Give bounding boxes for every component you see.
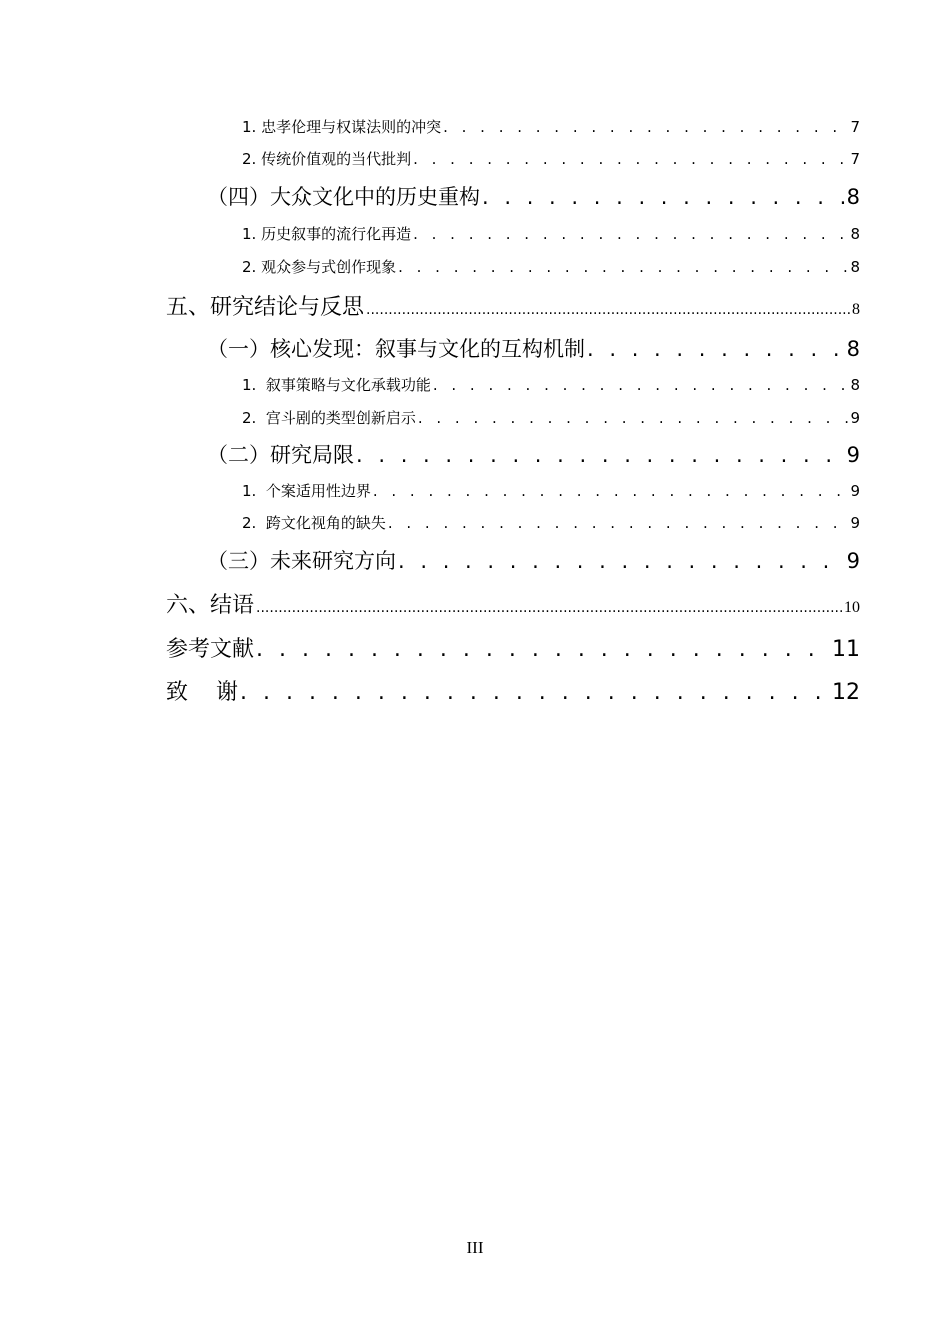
toc-leader-dots — [418, 409, 849, 427]
toc-entry-page: 7 — [850, 150, 860, 168]
toc-entry-title: 参考文献 — [166, 637, 255, 662]
toc-entry[interactable] — [0, 480, 950, 501]
toc-entry-page: 9 — [846, 549, 860, 573]
toc-entry-title: （四）大众文化中的历史重构 — [207, 185, 480, 209]
toc-entry[interactable] — [0, 588, 950, 619]
page-number-footer: III — [466, 1238, 484, 1257]
toc-entry-page: 8 — [850, 258, 860, 276]
toc-entry[interactable] — [0, 223, 950, 244]
toc-entry-title: 致 谢 — [166, 680, 238, 705]
toc-entry-page: 9 — [846, 443, 860, 467]
toc-entry-page: 8 — [850, 225, 860, 243]
toc-leader-dots — [240, 680, 830, 705]
toc-leader-dots — [413, 150, 848, 168]
toc-entry-title: 1. 个案适用性边界 — [242, 482, 371, 500]
toc-entry-title: 2. 宫斗剧的类型创新启示 — [242, 409, 416, 427]
toc-entry-title: 六、结语 — [166, 593, 255, 618]
toc-entry-page: 8 — [852, 301, 860, 318]
toc-entry-page: 8 — [846, 185, 860, 209]
toc-entry-page: 11 — [832, 637, 860, 662]
toc-entry[interactable] — [0, 512, 950, 533]
toc-entry-title: 1. 历史叙事的流行化再造 — [242, 225, 412, 243]
toc-leader-dots — [373, 482, 849, 500]
toc-entry-page: 8 — [850, 376, 860, 394]
toc-entry-page: 9 — [850, 514, 860, 532]
toc-entry-title: 五、研究结论与反思 — [166, 295, 365, 320]
toc-leader-dots — [413, 225, 848, 243]
toc-leader-dots — [482, 185, 845, 209]
toc-entry-title: （二）研究局限 — [207, 443, 354, 467]
toc-entry[interactable] — [0, 545, 950, 575]
toc-leader-dots — [256, 637, 830, 662]
toc-entry[interactable] — [0, 407, 950, 428]
toc-entry-title: 2. 传统价值观的当代批判 — [242, 150, 412, 168]
toc-entry[interactable] — [0, 116, 950, 137]
toc-entry-title: 1. 叙事策略与文化承载功能 — [242, 376, 431, 394]
toc-entry-page: 9 — [850, 409, 860, 427]
toc-entry-page: 9 — [850, 482, 860, 500]
toc-entry[interactable] — [0, 290, 950, 321]
toc-entry[interactable] — [0, 181, 950, 211]
toc-leader-dots — [388, 514, 849, 532]
toc-leader-dots — [443, 118, 848, 136]
toc-entry[interactable] — [0, 439, 950, 469]
toc-entry[interactable] — [0, 148, 950, 169]
toc-entry-page: 10 — [844, 599, 860, 616]
toc-leader-dots — [587, 337, 845, 361]
toc-leader-dots — [398, 549, 845, 573]
toc-entry[interactable] — [0, 333, 950, 363]
toc-leader-dots — [356, 443, 845, 467]
toc-entry-title: 2. 跨文化视角的缺失 — [242, 514, 386, 532]
toc-entry-page: 12 — [832, 680, 860, 705]
toc-entry-title: 1. 忠孝伦理与权谋法则的冲突 — [242, 118, 442, 136]
toc-entry[interactable] — [0, 632, 950, 663]
toc-entry[interactable] — [0, 675, 950, 706]
toc-leader-dots — [433, 376, 849, 394]
toc-entry-page: 8 — [846, 337, 860, 361]
toc-leader-dots — [398, 258, 848, 276]
toc-entry[interactable] — [0, 256, 950, 277]
toc-entry-title: （一）核心发现：叙事与文化的互构机制 — [207, 337, 585, 361]
toc-leader-dots — [366, 302, 850, 318]
toc-entry-title: 2. 观众参与式创作现象 — [242, 258, 397, 276]
toc-entry[interactable] — [0, 374, 950, 395]
toc-leader-dots — [256, 600, 842, 616]
toc-entry-title: （三）未来研究方向 — [207, 549, 396, 573]
toc-entry-page: 7 — [850, 118, 860, 136]
